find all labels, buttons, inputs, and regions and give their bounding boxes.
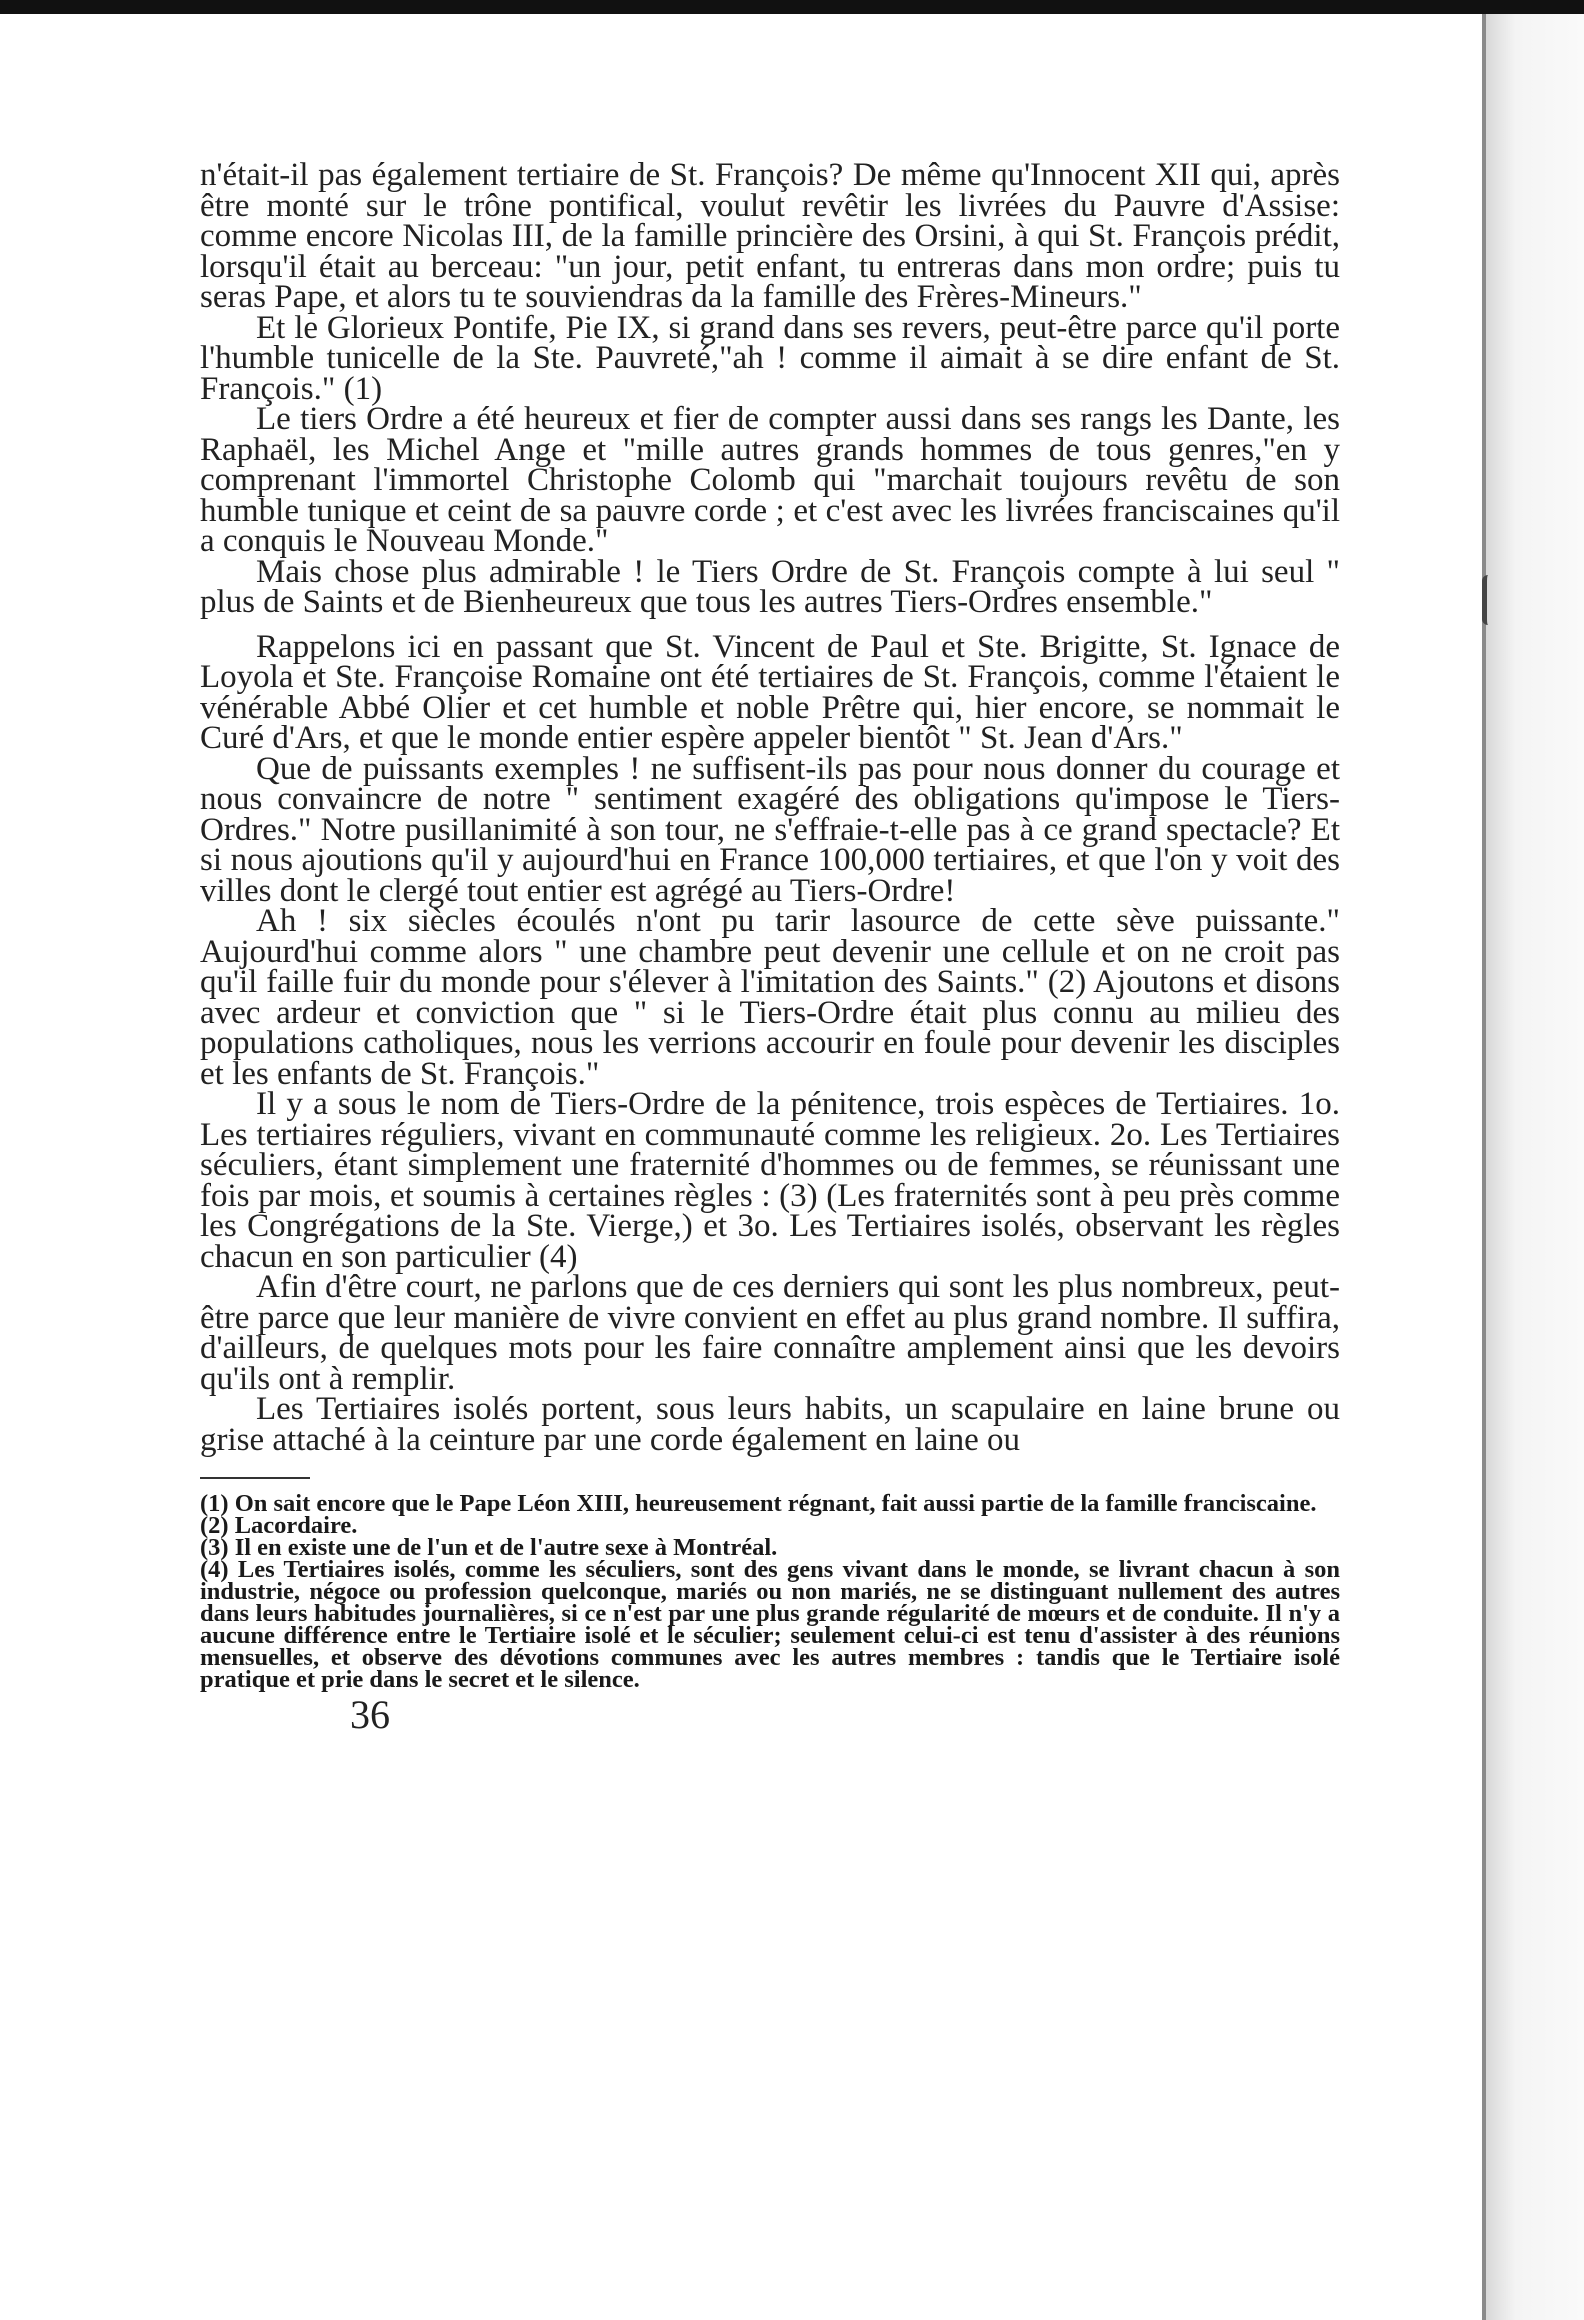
footnote: (4) Les Tertiaires isolés, comme les séculiers, sont des gens vivant dans le monde, se livrant chacun à son industrie, négoce ou profession quelconque, mariés ou non mariés, ne se distinguant nullement des autres dans leurs habitudes journalières, si ce n'est par une plus grande régularité de mœurs et de conduite. Il n'y a aucune différence entre le Tertiaire isolé et le séculier; seulement celui-ci est tenu d'assister à des réunions mensuelles, et observe des dévotions communes avec les autres membres : tandis que le Tertiaire isolé pratique et prie dans le secret et le silence. bbox=[200, 1556, 1340, 1693]
footnotes bbox=[200, 1490, 1340, 1693]
paragraph: Que de puissants exemples ! ne suffisent-ils pas pour nous donner du courage et nous convaincre de notre " sentiment exagéré des obligations qu'impose le Tiers-Ordres." Notre pusillanimité à son tour, ne s'effraie-t-elle pas à ce grand spectacle? Et si nous ajoutions qu'il y aujourd'hui en France 100,000 tertiaires, et que l'on y voit des villes dont le clergé tout entier est agrégé au Tiers-Ordre! bbox=[200, 750, 1340, 909]
paragraph: Il y a sous le nom de Tiers-Ordre de la pénitence, trois espèces de Tertiaires. 1o. Les tertiaires réguliers, vivant en communauté comme les religieux. 2o. Les Tertiaires séculiers, étant simplement une fraternité d'hommes ou de femmes, se réunissant une fois par mois, et soumis à certaines règles : (3) (Les fraternités sont à peu près comme les Congrégations de la Ste. Vierge,) et 3o. Les Tertiaires isolés, observant les règles chacun en son particulier (4) bbox=[200, 1086, 1340, 1275]
paragraph: Afin d'être court, ne parlons que de ces derniers qui sont les plus nombreux, peut-être parce que leur manière de vivre convient en effet au plus grand nombre. Il suffira, d'ailleurs, de quelques mots pour les faire connaître amplement ainsi que les devoirs qu'ils ont à remplir. bbox=[200, 1269, 1340, 1397]
paragraph: Rappelons ici en passant que St. Vincent de Paul et Ste. Brigitte, St. Ignace de Loyola et Ste. Françoise Romaine ont été tertiaires de St. François, comme l'étaient le vénérable Abbé Olier et cet humble et noble Prêtre qui, hier encore, se nommait le Curé d'Ars, et que le monde entier espère appeler bientôt " St. Jean d'Ars." bbox=[200, 628, 1340, 756]
paragraph: Les Tertiaires isolés portent, sous leurs habits, un scapulaire en laine brune ou grise attaché à la ceinture par une corde également en laine ou bbox=[200, 1391, 1340, 1458]
book-spine-shadow bbox=[1486, 14, 1584, 2320]
footnote: (3) Il en existe une de l'un et de l'autre sexe à Montréal. bbox=[200, 1534, 778, 1561]
footnote: (2) Lacordaire. bbox=[200, 1512, 358, 1539]
book-spine-edge bbox=[1482, 14, 1486, 2320]
scan-top-edge bbox=[0, 0, 1584, 14]
book-page bbox=[200, 157, 1340, 1737]
paragraph: Le tiers Ordre a été heureux et fier de compter aussi dans ses rangs les Dante, les Raphaël, les Michel Ange et "mille autres grands hommes de tous genres,"en y comprenant l'immortel Christophe Colomb qui "marchait toujours revêtu de son humble tunique et ceint de sa pauvre corde ; et c'est avec les livrées franciscaines qu'il a conquis le Nouveau Monde." bbox=[200, 401, 1340, 559]
paragraph: Et le Glorieux Pontife, Pie IX, si grand dans ses revers, peut-être parce qu'il porte l'humble tunicelle de la Ste. Pauvreté,"ah ! comme il aimait à se dire enfant de St. François." (1) bbox=[200, 309, 1340, 407]
footnote: (1) On sait encore que le Pape Léon XIII, heureusement régnant, fait aussi partie de la famille franciscaine. bbox=[200, 1490, 1317, 1517]
paragraph: Ah ! six siècles écoulés n'ont pu tarir lasource de cette sève puissante." Aujourd'hui comme alors " une chambre peut devenir une cellule et on ne croit pas qu'il faille fuir du monde pour s'élever à l'imitation des Saints." (2) Ajoutons et disons avec ardeur et conviction que " si le Tiers-Ordre était plus connu au milieu des populations catholiques, nous les verrions accourir en foule pour devenir les disciples et les enfants de St. François." bbox=[200, 903, 1340, 1092]
page-number: 36 bbox=[350, 1692, 390, 1737]
footnote-rule bbox=[200, 1477, 310, 1479]
body-text bbox=[200, 157, 1340, 1458]
paragraph: n'était-il pas également tertiaire de St. François? De même qu'Innocent XII qui, après être monté sur le trône pontifical, voulut revêtir les livrées du Pauvre d'Assise: comme encore Nicolas III, de la famille princière des Orsini, à qui St. François prédit, lorsqu'il était au berceau: "un jour, petit enfant, tu entreras dans mon ordre; puis tu seras Pape, et alors tu te souviendras da la famille des Frères-Mineurs." bbox=[200, 157, 1340, 315]
spine-mark bbox=[1482, 575, 1497, 625]
paragraph: Mais chose plus admirable ! le Tiers Ordre de St. François compte à lui seul " plus de Saints et de Bienheureux que tous les autres Tiers-Ordres ensemble." bbox=[200, 553, 1340, 620]
